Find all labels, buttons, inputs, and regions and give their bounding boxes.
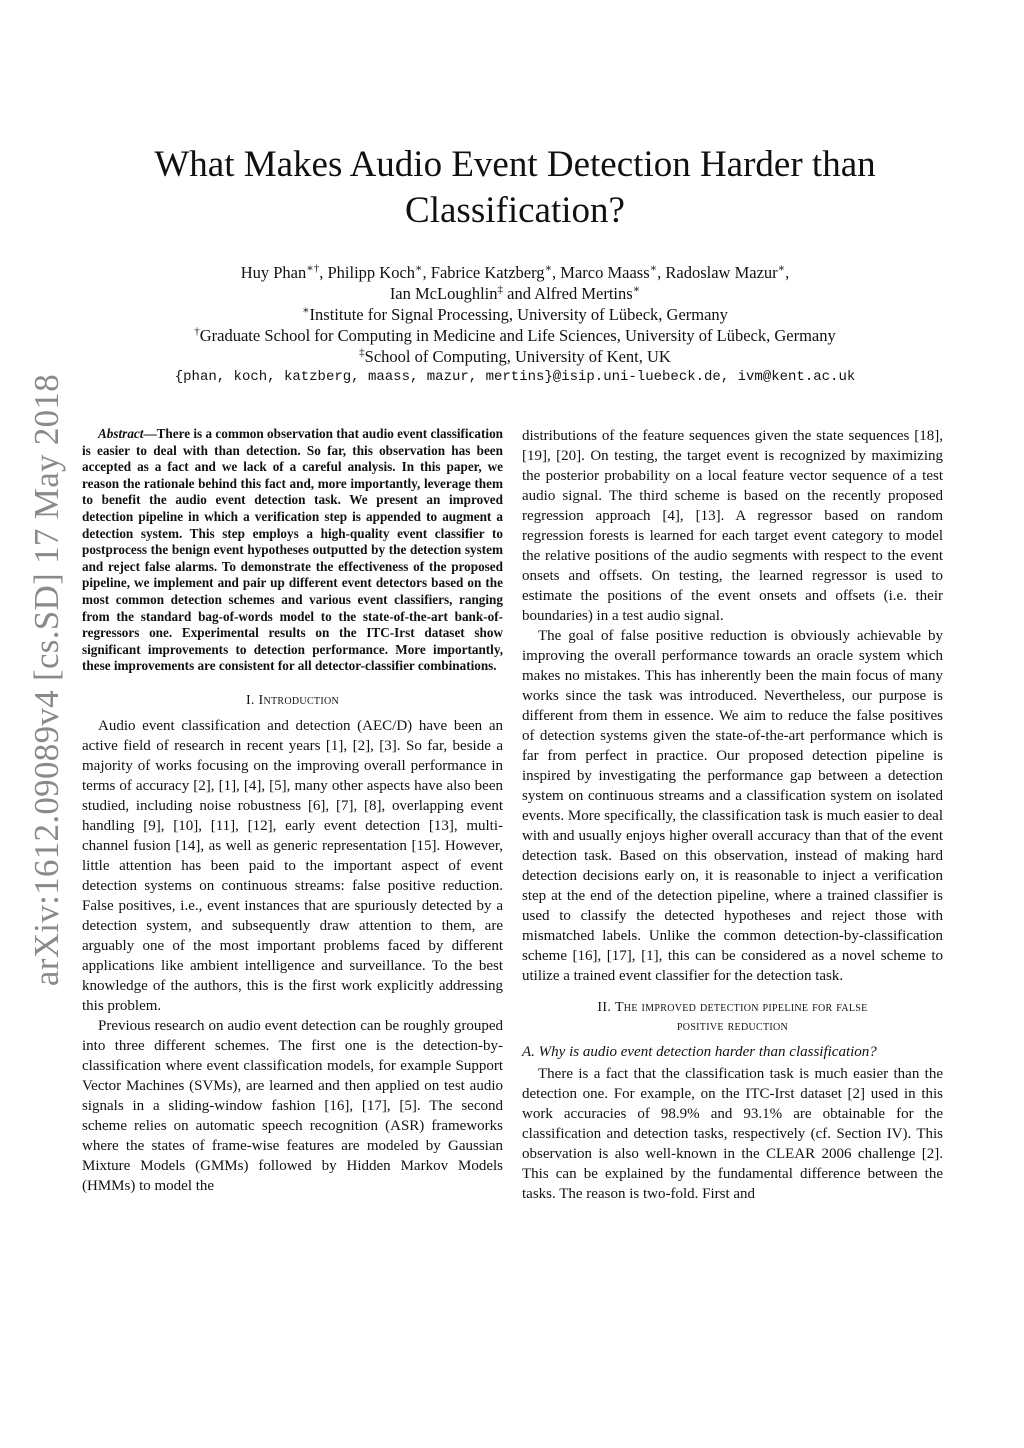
- paragraph: The goal of false positive reduction is obviously achievable by improving the overall performance towards an oracle system which makes no mistakes. This has inherently been the main focus of many works since the task was introduced. Nevertheless, our purpose is different from them in essence. We aim to reduce the false positives of detection systems given the state-of-the-art performance which is far from perfect in practice. Our proposed detection pipeline is inspired by investigating the performance gap between a detection system on continuous streams and a classification system on isolated events. More specifically, the classification task is much easier to deal with and usually enjoys higher overall accuracy than that of the event detection task. Based on this observation, instead of making hard detection decisions early on, it is reasonable to inject a verification step at the end of the detection pipeline, where a trained classifier is used to classify the detected hypotheses and reject those with mismatched labels. Unlike the common detection-by-classification scheme [16], [17], [1], this can be considered as a novel scheme to utilize a trained event classifier for the detection task.: [522, 628, 943, 984]
- paragraph: Previous research on audio event detection can be roughly grouped into three different schemes. The first one is the detection-by-classification where event classification models, for example Support Vector Machines (SVMs), are learned and then applied on test audio signals in a sliding-window fashion [16], [17], [5]. The second scheme relies on automatic speech recognition (ASR) frameworks where the states of frame-wise features are modeled by Gaussian Mixture Models (GMMs) followed by Hidden Markov Models (HMMs) to model the: [82, 1017, 503, 1194]
- subsection-heading-a: A. Why is audio event detection harder than classification?: [522, 1044, 877, 1060]
- paragraph-continued: distributions of the feature sequences given the state sequences [18], [19], [20]. On testing, the target event is recognized by maximizing the posterior probability on a local feature vector sequence of a test audio signal. The third scheme is based on the recently proposed regression approach [4], [13]. A regressor based on random regression forests is learned for each target event category to model the relative positions of the audio segments with respect to the event onsets and offsets. On testing, the learned regressor is used to estimate the positions of the event onsets and offsets (i.e. their boundaries) in a test audio signal.: [522, 428, 943, 624]
- paper-title: What Makes Audio Event Detection Harder than Classification?: [154, 144, 876, 231]
- affiliation-1: ∗Institute for Signal Processing, University of Lübeck, Germany: [302, 304, 728, 324]
- affiliation-3: ‡School of Computing, University of Kent, UK: [359, 346, 671, 366]
- section-heading-pipeline: II. The improved detection pipeline for false positive reduction: [597, 1000, 868, 1034]
- paragraph: There is a fact that the classification task is much easier than the detection one. For example, on the ITC-Irst dataset [2] used in this work accuracies of 98.9% and 93.1% are obtainable for the classification and detection tasks, respectively (cf. Section IV). This observation is also well-known in the CLEAR 2006 challenge [2]. This can be explained by the fundamental difference between the tasks. The reason is two-fold. First and: [522, 1066, 943, 1202]
- section-heading-introduction: I. Introduction: [245, 692, 340, 708]
- right-column: [522, 426, 943, 1204]
- author-line-1: Huy Phan∗†, Philipp Koch∗, Fabrice Katzberg∗, Marco Maass∗, Radoslaw Mazur∗,: [240, 262, 790, 282]
- author-block: [100, 262, 930, 388]
- author-line-2: Ian McLoughlin‡ and Alfred Mertins∗: [389, 283, 641, 303]
- abstract-text: —There is a common observation that audio event classification is easier to deal with than detection. So far, this observation has been accepted as a fact and we lack of a careful analysis. In this paper, we reason the rationale behind this fact and, more importantly, leverage them to benefit the audio event detection task. We present an improved detection pipeline in which a verification step is appended to augment a detection system. This step employs a high-quality event classifier to postprocess the benign event hypotheses outputted by the detection system and reject false alarms. To demonstrate the effectiveness of the proposed pipeline, we implement and pair up different event detectors based on the most common detection schemes and various event classifiers, ranging from the standard bag-of-words model to the state-of-the-art bank-of-regressors one. Experimental results on the ITC-Irst dataset show significant improvements to detection performance. More importantly, these improvements are consistent for all detector-classifier combinations.: [82, 426, 503, 674]
- abstract: [82, 426, 503, 675]
- paragraph: Audio event classification and detection (AEC/D) have been an active field of research in recent years [1], [2], [3]. So far, beside a majority of works focusing on the improving overall performance in terms of accuracy [2], [1], [4], [5], many other aspects have also been studied, including noise robustness [6], [7], [8], overlapping event handling [9], [10], [11], [12], early event detection [13], multi-channel fusion [14], as well as generic representation [15]. However, little attention has been paid to the important aspect of event detection systems on continuous streams: false positive reduction. False positives, i.e., event instances that are spuriously detected by a detection system, and subsequently draw attention to them, are arguably one of the most important problems faced by different applications like ambient intelligence and surveillance. To the best knowledge of the authors, this is the first work explicitly addressing this problem.: [82, 717, 503, 1014]
- left-column: [82, 426, 503, 1196]
- arxiv-stamp: arXiv:1612.09089v4 [cs.SD] 17 May 2018: [27, 373, 66, 987]
- abstract-label: Abstract: [98, 426, 144, 441]
- affiliation-2: †Graduate School for Computing in Medicine and Life Sciences, University of Lübeck, Germany: [194, 325, 836, 345]
- author-emails: {phan, koch, katzberg, maass, mazur, mertins}@isip.uni-luebeck.de, ivm@kent.ac.uk: [174, 369, 856, 385]
